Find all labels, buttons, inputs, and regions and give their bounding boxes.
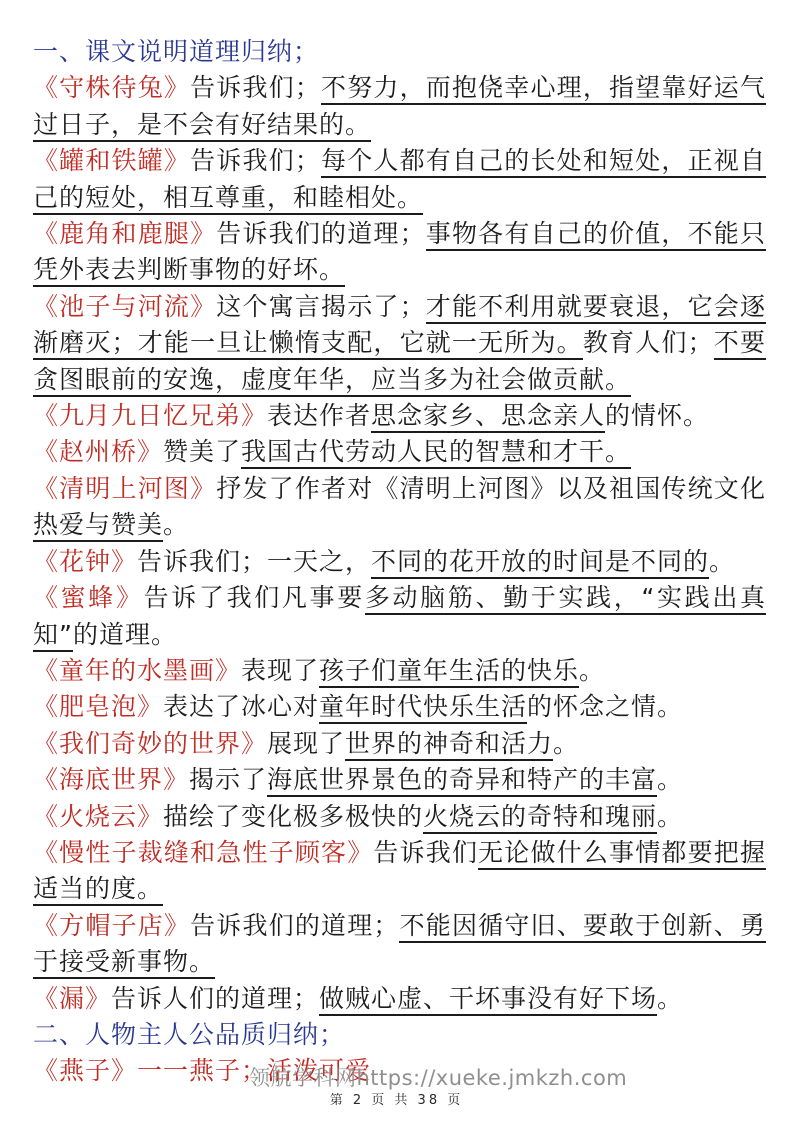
- book-title: 《守株待兔》: [33, 73, 191, 103]
- entry-paragraph: [33, 689, 766, 725]
- underlined-text: 做贼心虚、干坏事没有好下场: [319, 984, 657, 1016]
- body-text: 。: [657, 983, 684, 1013]
- underlined-text: 海底世界景色的奇异和特产的丰富: [267, 765, 657, 797]
- body-text: 告诉我们；: [190, 73, 321, 103]
- body-text: 的怀念之情。: [527, 692, 684, 722]
- section-heading: 一、课文说明道理归纳；: [33, 37, 320, 66]
- entry-paragraph: [33, 434, 766, 470]
- body-text: 。: [163, 510, 190, 540]
- book-title: 《我们奇妙的世界》: [33, 728, 268, 758]
- entry-paragraph: [33, 143, 766, 216]
- body-text: 这个寓言揭示了；: [216, 291, 426, 321]
- underlined-text: 每个人都有自己的长处和短处，正视自己的短处，相互尊重，和睦相处。: [33, 146, 766, 214]
- book-title: 《赵州桥》: [33, 437, 164, 467]
- book-title: 《方帽子店》: [33, 910, 191, 940]
- body-text: 的情怀。: [605, 401, 710, 431]
- underlined-text: 火烧云的奇特和瑰丽: [423, 802, 657, 834]
- book-title: 《燕子》一一燕子；活泼可爱: [33, 1056, 372, 1086]
- entry-paragraph: [33, 762, 766, 798]
- underlined-text: 无论做什么事情都要把握适当的度。: [33, 838, 766, 906]
- underlined-text: 童年时代快乐生活: [319, 692, 527, 724]
- heading-paragraph: [33, 1017, 766, 1053]
- underlined-text: 不努力，而抱侥幸心理，指望靠好运气过日子，是不会有好结果的。: [33, 73, 766, 141]
- entry-paragraph: [33, 981, 766, 1017]
- underlined-text: 热爱与赞美: [33, 510, 163, 542]
- body-text: 。: [579, 655, 606, 685]
- body-text: 。: [657, 801, 684, 831]
- entry-paragraph: [33, 653, 766, 689]
- body-text: 告诉我们；: [190, 146, 321, 176]
- page-number-footer: 第 2 页 共 38 页: [329, 1093, 464, 1108]
- entry-paragraph: [33, 471, 766, 544]
- book-title: 《肥皂泡》: [33, 692, 164, 722]
- entry-paragraph: [33, 835, 766, 908]
- underlined-text: 我国古代劳动人民的智慧和才干。: [241, 437, 631, 469]
- body-text: 告诉人们的道理；: [111, 983, 320, 1013]
- entry-paragraph: [33, 398, 766, 434]
- body-text: 表达作者: [267, 401, 372, 431]
- body-text: 赞美了: [163, 437, 242, 467]
- body-text: 的道理。: [72, 619, 177, 649]
- entry-paragraph: [33, 580, 766, 653]
- body-text: 教育人们；: [582, 328, 714, 358]
- body-text: 。: [657, 765, 684, 795]
- entry-paragraph: [33, 799, 766, 835]
- heading-paragraph: [33, 34, 766, 70]
- body-text: 抒发了作者对《清明上河图》以及祖国传统文化: [216, 473, 766, 503]
- underlined-text: 孩子们童年生活的快乐: [319, 656, 579, 688]
- body-text: 告诉我们的道理；: [190, 910, 400, 940]
- body-text: 揭示了: [189, 765, 268, 795]
- underlined-text: 才能不利用就要衰退，它会逐渐磨灭；才能一旦让懒惰支配，它就一无所为。: [33, 292, 766, 360]
- body-text: 表达了冰心对: [163, 692, 320, 722]
- body-text: 告诉我们: [373, 837, 479, 867]
- underlined-text: 不要贪图眼前的安逸，虚度年华，应当多为社会做贡献。: [33, 328, 766, 396]
- body-text: 表现了: [241, 655, 320, 685]
- book-title: 《鹿角和鹿腿》: [33, 219, 217, 249]
- book-title: 《漏》: [33, 983, 112, 1013]
- section-heading: 二、人物主人公品质归纳；: [33, 1019, 346, 1049]
- entry-paragraph: [33, 216, 766, 289]
- document-content: [33, 34, 766, 1090]
- watermark-text: 领航学科网https://xueke.jmkzh.com: [249, 1066, 628, 1090]
- underlined-text: 世界的神奇和活力: [345, 729, 553, 761]
- book-title: 《海底世界》: [33, 765, 190, 795]
- book-title: 《火烧云》: [33, 801, 164, 831]
- underlined-text: 事物各有自己的价值，不能只凭外表去判断事物的好坏。: [33, 219, 766, 287]
- entry-paragraph: [33, 726, 766, 762]
- book-title: 《池子与河流》: [33, 291, 217, 321]
- body-text: 告诉我们的道理；: [216, 219, 426, 249]
- underlined-text: 多动脑筋、勤于实践，“实践出真知”: [33, 583, 766, 651]
- book-title: 《童年的水墨画》: [33, 655, 242, 685]
- book-title: 《清明上河图》: [33, 473, 217, 503]
- underlined-text: 不能因循守旧、要敢于创新、勇于接受新事物。: [33, 911, 766, 979]
- body-text: 描绘了变化极多极快的: [163, 801, 424, 831]
- book-title: 《花钟》: [33, 546, 138, 576]
- body-text: 告诉我们；一天之，: [137, 546, 372, 576]
- body-text: 展现了: [267, 728, 346, 758]
- entry-paragraph: [33, 70, 766, 143]
- book-title: 《九月九日忆兄弟》: [33, 401, 268, 431]
- book-title: 《蜜蜂》: [33, 583, 144, 613]
- entry-paragraph: [33, 289, 766, 398]
- body-text: 告诉了我们凡事要: [143, 583, 365, 613]
- underlined-text: 不同的花开放的时间是不同的: [371, 547, 709, 579]
- entry-paragraph: [33, 544, 766, 580]
- body-text: 。: [553, 728, 580, 758]
- book-title: 《慢性子裁缝和急性子顾客》: [33, 837, 374, 867]
- body-text: 。: [709, 546, 736, 576]
- entry-paragraph: [33, 908, 766, 981]
- book-title: 《罐和铁罐》: [33, 146, 191, 176]
- underlined-text: 思念家乡、思念亲人: [371, 401, 605, 433]
